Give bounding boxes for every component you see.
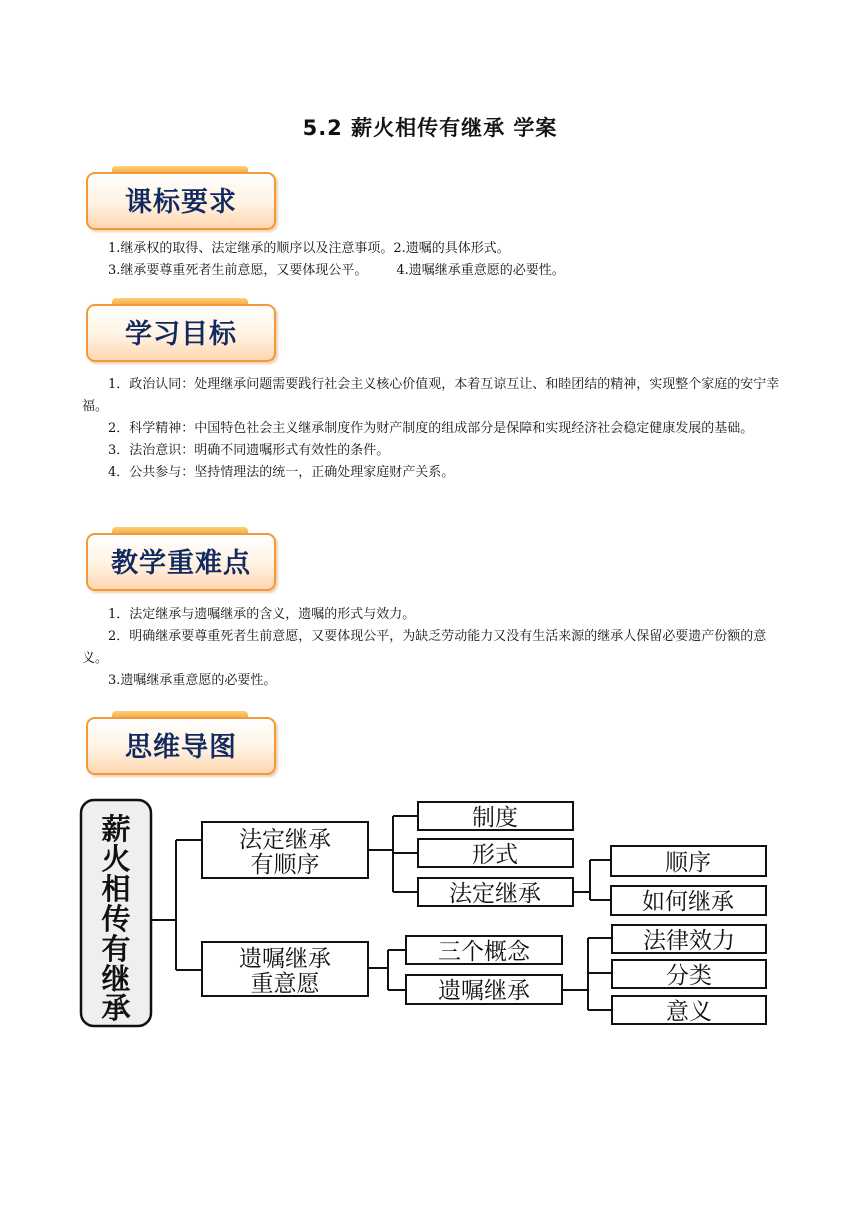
key-point-item: 3.遗嘱继承重意愿的必要性。 [108, 673, 277, 688]
node-order-label: 顺序 [665, 850, 711, 876]
banner-label: 教学重难点 [111, 548, 251, 579]
node-form-label: 形式 [472, 842, 518, 868]
root-char: 火 [101, 842, 131, 876]
objective-item: 2．科学精神：中国特色社会主义继承制度作为财产制度的组成部分是保障和实现经济社会稳定健康发展的基础。 [108, 421, 754, 436]
node-classification-label: 分类 [666, 963, 712, 989]
objective-item: 3．法治意识：明确不同遗嘱形式有效性的条件。 [108, 443, 390, 458]
banner-label: 学习目标 [125, 319, 237, 350]
branch2-line-1: 遗嘱继承 [239, 946, 331, 972]
node-legal-inheritance-label: 法定继承 [449, 881, 541, 907]
banner-label: 课标要求 [125, 187, 237, 218]
root-char: 有 [101, 932, 131, 966]
root-char: 承 [101, 991, 131, 1025]
page-title: 5.2 薪火相传有继承 学案 [302, 116, 558, 140]
node-three-concepts-label: 三个概念 [438, 939, 530, 965]
root-char: 传 [101, 902, 131, 936]
node-significance-label: 意义 [666, 999, 712, 1025]
root-char: 相 [101, 872, 131, 906]
root-char: 薪 [101, 812, 131, 846]
objective-item: 1．政治认同：处理继承问题需要践行社会主义核心价值观，本着互谅互让、和睦团结的精神，实现整个家庭的安宁幸福。 [82, 377, 780, 414]
node-will-inheritance-label: 遗嘱继承 [438, 978, 530, 1004]
node-system-label: 制度 [472, 805, 518, 831]
branch1-line-2: 有顺序 [250, 852, 320, 878]
branch1-line-1: 法定继承 [239, 827, 331, 853]
key-point-item: 1．法定继承与遗嘱继承的含义，遗嘱的形式与效力。 [108, 607, 416, 622]
curriculum-line-1: 1.继承权的取得、法定继承的顺序以及注意事项。2.遗嘱的具体形式。 [108, 241, 510, 256]
objective-item: 4．公共参与：坚持情理法的统一，正确处理家庭财产关系。 [108, 465, 455, 480]
banner-label: 思维导图 [125, 732, 237, 763]
key-point-item: 2．明确继承要尊重死者生前意愿，又要体现公平，为缺乏劳动能力又没有生活来源的继承人保留必要遗产份额的意义。 [82, 629, 767, 666]
branch2-line-2: 重意愿 [250, 971, 320, 997]
root-char: 继 [101, 962, 131, 996]
node-how-to-inherit-label: 如何继承 [642, 889, 734, 915]
node-legal-effect-label: 法律效力 [643, 928, 735, 954]
curriculum-line-2: 3.继承要尊重死者生前意愿，又要体现公平。 4.遗嘱继承重意愿的必要性。 [108, 263, 565, 278]
